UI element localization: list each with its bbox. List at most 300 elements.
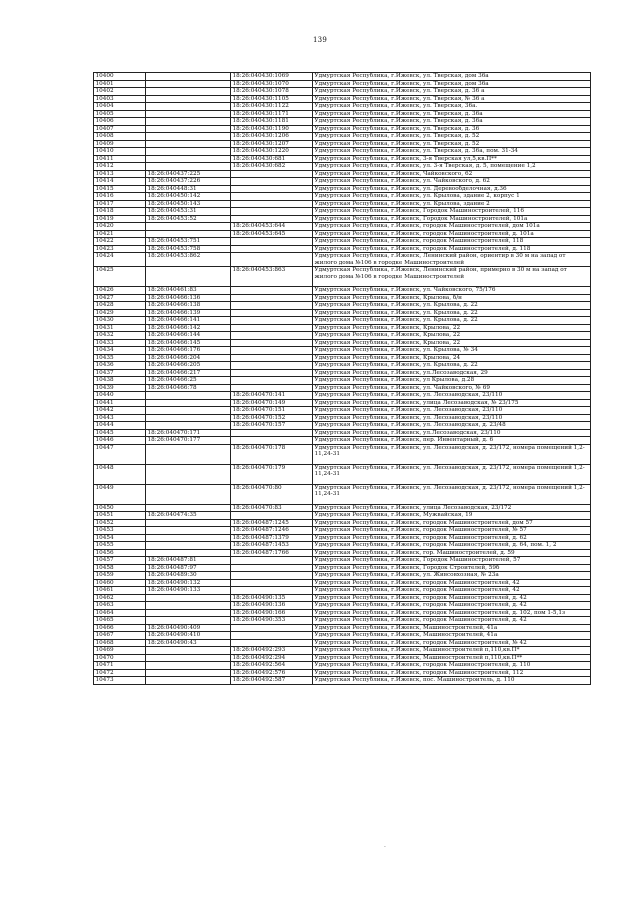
row-number-cell: 10408 — [94, 133, 146, 141]
row-number-cell: 10429 — [94, 309, 146, 317]
cadastral-number-cell — [146, 549, 231, 557]
cadastral-number-cell: 18:26:040487:81 — [146, 557, 231, 565]
cadastral-number-alt-cell — [231, 437, 313, 445]
cadastral-number-cell — [146, 519, 231, 527]
cadastral-number-cell: 18:26:040453:751 — [146, 238, 231, 246]
cadastral-number-cell — [146, 230, 231, 238]
cadastral-number-alt-cell — [231, 572, 313, 580]
cadastral-number-cell: 18:26:040466:78 — [146, 384, 231, 392]
cadastral-number-alt-cell: 18:26:040430:681 — [231, 155, 313, 163]
cadastral-number-cell — [146, 609, 231, 617]
cadastral-number-cell: 18:26:040453:758 — [146, 245, 231, 253]
row-number-cell: 10448 — [94, 464, 146, 484]
row-number-cell: 10444 — [94, 422, 146, 430]
cadastral-number-alt-cell: 18:26:040487:1379 — [231, 534, 313, 542]
row-number-cell: 10454 — [94, 534, 146, 542]
table-row — [94, 572, 591, 580]
cadastral-number-cell — [146, 534, 231, 542]
page-number: 139 — [313, 36, 327, 44]
cadastral-number-alt-cell: 18:26:040470:83 — [231, 504, 313, 512]
table-row — [94, 632, 591, 640]
row-number-cell: 10405 — [94, 110, 146, 118]
address-cell: Удмуртская Республика, г.Ижевск, ул. Тверская, д. 52 — [313, 140, 591, 148]
table-row — [94, 223, 591, 231]
cadastral-number-cell: 18:26:040466:205 — [146, 362, 231, 370]
table-row — [94, 377, 591, 385]
cadastral-number-cell: 18:26:040453:52 — [146, 215, 231, 223]
cadastral-number-alt-cell — [231, 624, 313, 632]
cadastral-number-alt-cell: 18:26:040430:1070 — [231, 80, 313, 88]
table-row — [94, 163, 591, 171]
address-cell: Удмуртская Республика, г.Ижевск, ул. Тверская, № 36 а — [313, 95, 591, 103]
cadastral-number-cell: 18:26:040453:862 — [146, 253, 231, 267]
row-number-cell: 10467 — [94, 632, 146, 640]
row-number-cell: 10422 — [94, 238, 146, 246]
row-number-cell: 10436 — [94, 362, 146, 370]
cadastral-number-cell — [146, 464, 231, 484]
cadastral-number-cell: 18:26:040489:30 — [146, 572, 231, 580]
cadastral-number-cell: 18:26:040448:31 — [146, 185, 231, 193]
address-cell: Удмуртская Республика, г.Ижевск, ул. Тверская, дом 36а — [313, 73, 591, 81]
address-cell: Удмуртская Республика, г.Ижевск, городок Машиностроителей, д. 110 — [313, 662, 591, 670]
address-cell: Удмуртская Республика, г.Ижевск, ул. Крылова, № 34 — [313, 347, 591, 355]
table-row — [94, 384, 591, 392]
cadastral-number-cell: 18:26:040466:217 — [146, 369, 231, 377]
row-number-cell: 10450 — [94, 504, 146, 512]
cadastral-number-cell — [146, 484, 231, 504]
address-cell: Удмуртская Республика, г.Ижевск, городок Машиностроителей, д. 42 — [313, 594, 591, 602]
cadastral-number-cell: 18:26:040437:225 — [146, 170, 231, 178]
row-number-cell: 10420 — [94, 223, 146, 231]
registry-table — [93, 72, 591, 685]
row-number-cell: 10411 — [94, 155, 146, 163]
row-number-cell: 10404 — [94, 103, 146, 111]
cadastral-number-alt-cell — [231, 253, 313, 267]
cadastral-number-alt-cell: 18:26:040470:178 — [231, 444, 313, 464]
row-number-cell: 10438 — [94, 377, 146, 385]
address-cell: Удмуртская Республика, г.Ижевск, ул. Крылова, д. 22 — [313, 317, 591, 325]
row-number-cell: 10412 — [94, 163, 146, 171]
cadastral-number-cell: 18:26:040470:177 — [146, 437, 231, 445]
row-number-cell: 10464 — [94, 609, 146, 617]
address-cell: Удмуртская Республика, г.Ижевск, городок Машиностроителей, 112 — [313, 669, 591, 677]
table-row — [94, 354, 591, 362]
table-row — [94, 208, 591, 216]
address-cell: Удмуртская Республика, г.Ижевск, ул. Чайковского, д. 62 — [313, 178, 591, 186]
cadastral-number-alt-cell — [231, 354, 313, 362]
cadastral-number-cell: 18:26:040487:97 — [146, 564, 231, 572]
address-cell: Удмуртская Республика, г.Ижевск, Городок Машиностроителей, 101а — [313, 215, 591, 223]
table-row — [94, 677, 591, 685]
cadastral-number-alt-cell — [231, 429, 313, 437]
table-row — [94, 133, 591, 141]
cadastral-number-alt-cell — [231, 587, 313, 595]
table-row — [94, 534, 591, 542]
cadastral-number-cell — [146, 444, 231, 464]
cadastral-number-cell — [146, 133, 231, 141]
cadastral-number-alt-cell: 18:26:040470:151 — [231, 407, 313, 415]
address-cell: Удмуртская Республика, г.Ижевск, ул. Лесозаводская, д. 23/172, номера помещений 1,2-11,24-31 — [313, 484, 591, 504]
table-row — [94, 324, 591, 332]
cadastral-number-cell: 18:26:040490:132 — [146, 579, 231, 587]
table-row — [94, 73, 591, 81]
address-cell: Удмуртская Республика, г.Ижевск, улица Лесозаводская, 23/172 — [313, 504, 591, 512]
cadastral-number-alt-cell: 18:26:040430:1181 — [231, 118, 313, 126]
cadastral-number-cell — [146, 669, 231, 677]
table-row — [94, 609, 591, 617]
row-number-cell: 10410 — [94, 148, 146, 156]
address-cell: Удмуртская Республика, г.Ижевск, городок Машиностроителей, 118 — [313, 238, 591, 246]
cadastral-number-cell — [146, 647, 231, 655]
row-number-cell: 10472 — [94, 669, 146, 677]
table-row — [94, 148, 591, 156]
address-cell: Удмуртская Республика, г.Ижевск, ул.Лесозаводская, 23/110 — [313, 429, 591, 437]
address-cell: Удмуртская Республика, г.Ижевск, ул. Тверская, д. 36а, пом. 31-34 — [313, 148, 591, 156]
cadastral-number-alt-cell — [231, 178, 313, 186]
table-row — [94, 602, 591, 610]
address-cell: Удмуртская Республика, г.Ижевск, городок Машиностроителей, д. 118 — [313, 245, 591, 253]
address-cell: Удмуртская Республика, г.Ижевск, Крылова, 22 — [313, 339, 591, 347]
table-row — [94, 287, 591, 295]
address-cell: Удмуртская Республика, г.Ижевск, ул. Чайковского, 75/176 — [313, 287, 591, 295]
row-number-cell: 10416 — [94, 193, 146, 201]
row-number-cell: 10441 — [94, 399, 146, 407]
row-number-cell: 10446 — [94, 437, 146, 445]
row-number-cell: 10466 — [94, 624, 146, 632]
table-row — [94, 95, 591, 103]
cadastral-number-alt-cell — [231, 557, 313, 565]
cadastral-number-cell — [146, 422, 231, 430]
table-row — [94, 110, 591, 118]
cadastral-number-cell — [146, 73, 231, 81]
row-number-cell: 10421 — [94, 230, 146, 238]
table-row — [94, 118, 591, 126]
table-row — [94, 414, 591, 422]
bottom-mark: . — [384, 842, 386, 849]
cadastral-number-alt-cell: 18:26:040470:179 — [231, 464, 313, 484]
address-cell: Удмуртская Республика, г.Ижевск, ул. Тверская, д. 36а — [313, 110, 591, 118]
cadastral-number-cell — [146, 88, 231, 96]
cadastral-number-alt-cell — [231, 193, 313, 201]
cadastral-number-cell: 18:26:040466:145 — [146, 339, 231, 347]
cadastral-number-cell: 18:26:040466:204 — [146, 354, 231, 362]
table-row — [94, 407, 591, 415]
table-row — [94, 557, 591, 565]
address-cell: Удмуртская Республика, г.Ижевск, Городок Машиностроителей, 57 — [313, 557, 591, 565]
cadastral-number-alt-cell: 18:26:040470:152 — [231, 414, 313, 422]
address-cell: Удмуртская Республика, г.Ижевск, ул. Крылова, д. 22 — [313, 309, 591, 317]
address-cell: Удмуртская Республика, г.Ижевск, Машиностроителей п,110,кв.П** — [313, 654, 591, 662]
cadastral-number-cell: 18:26:040466:176 — [146, 347, 231, 355]
address-cell: Удмуртская Республика, г.Ижевск, улица Лесозаводская, № 23/175 — [313, 399, 591, 407]
address-cell: Удмуртская Республика, г.Ижевск, ул. Крылова, д. 22 — [313, 362, 591, 370]
address-cell: Удмуртская Республика, г.Ижевск, городок Машиностроителей, д. 62 — [313, 534, 591, 542]
address-cell: Удмуртская Республика, г.Ижевск, ул. Тверская, д. 52 — [313, 133, 591, 141]
row-number-cell: 10407 — [94, 125, 146, 133]
address-cell: Удмуртская Республика, г.Ижевск, городок Машиностроителей, д. 64, пом. 1, 2 — [313, 542, 591, 550]
cadastral-number-cell — [146, 527, 231, 535]
cadastral-number-alt-cell: 18:26:040430:1069 — [231, 73, 313, 81]
table-row — [94, 245, 591, 253]
cadastral-number-cell — [146, 594, 231, 602]
row-number-cell: 10409 — [94, 140, 146, 148]
cadastral-number-cell — [146, 654, 231, 662]
address-cell: Удмуртская Республика, г.Ижевск, городок Машиностроителей, д. 42 — [313, 617, 591, 625]
cadastral-number-cell: 18:26:040466:138 — [146, 302, 231, 310]
address-cell: Удмуртская Республика, г.Ижевск, Крылова, б/н — [313, 294, 591, 302]
table-row — [94, 125, 591, 133]
row-number-cell: 10415 — [94, 185, 146, 193]
row-number-cell: 10401 — [94, 80, 146, 88]
cadastral-number-alt-cell: 18:26:040430:1122 — [231, 103, 313, 111]
row-number-cell: 10400 — [94, 73, 146, 81]
row-number-cell: 10460 — [94, 579, 146, 587]
cadastral-number-cell: 18:26:040466:136 — [146, 294, 231, 302]
table-row — [94, 527, 591, 535]
cadastral-number-cell — [146, 399, 231, 407]
table-row — [94, 617, 591, 625]
cadastral-number-alt-cell — [231, 564, 313, 572]
cadastral-number-alt-cell — [231, 339, 313, 347]
cadastral-number-cell: 18:26:040466:142 — [146, 324, 231, 332]
table-row — [94, 564, 591, 572]
cadastral-number-alt-cell: 18:26:040453:863 — [231, 267, 313, 287]
cadastral-number-cell — [146, 110, 231, 118]
table-row — [94, 140, 591, 148]
row-number-cell: 10443 — [94, 414, 146, 422]
cadastral-number-cell: 18:26:040466:141 — [146, 317, 231, 325]
cadastral-number-cell — [146, 542, 231, 550]
row-number-cell: 10451 — [94, 512, 146, 520]
cadastral-number-alt-cell: 18:26:040470:141 — [231, 392, 313, 400]
row-number-cell: 10419 — [94, 215, 146, 223]
row-number-cell: 10452 — [94, 519, 146, 527]
address-cell: Удмуртская Республика, г.Ижевск, Ленинский район, примерно в 30 м на запад от жилого дома №106 в городке Машиностроителей — [313, 267, 591, 287]
cadastral-number-cell: 18:26:040490:409 — [146, 624, 231, 632]
address-cell: Удмуртская Республика, г.Ижевск, гор. Машиностроителей, д. 59 — [313, 549, 591, 557]
table-row — [94, 88, 591, 96]
cadastral-number-cell: 18:26:040466:25 — [146, 377, 231, 385]
cadastral-number-alt-cell: 18:26:040490:353 — [231, 617, 313, 625]
cadastral-number-alt-cell: 18:26:040430:1190 — [231, 125, 313, 133]
table-row — [94, 422, 591, 430]
table-row — [94, 80, 591, 88]
cadastral-number-alt-cell — [231, 238, 313, 246]
address-cell: Удмуртская Республика, г.Ижевск, ул. Крылова, здание 2, корпус 1 — [313, 193, 591, 201]
row-number-cell: 10468 — [94, 639, 146, 647]
cadastral-number-alt-cell: 18:26:040492:587 — [231, 677, 313, 685]
row-number-cell: 10473 — [94, 677, 146, 685]
table-row — [94, 429, 591, 437]
cadastral-number-cell — [146, 148, 231, 156]
cadastral-number-cell: 18:26:040474:35 — [146, 512, 231, 520]
cadastral-number-cell — [146, 504, 231, 512]
row-number-cell: 10455 — [94, 542, 146, 550]
table-row — [94, 369, 591, 377]
address-cell: Удмуртская Республика, г.Ижевск, городок Машиностроителей, дом 101а — [313, 223, 591, 231]
row-number-cell: 10445 — [94, 429, 146, 437]
cadastral-number-alt-cell: 18:26:040430:1078 — [231, 88, 313, 96]
table-row — [94, 170, 591, 178]
cadastral-number-alt-cell: 18:26:040470:157 — [231, 422, 313, 430]
cadastral-number-cell: 18:26:040470:171 — [146, 429, 231, 437]
cadastral-number-cell — [146, 602, 231, 610]
table-row — [94, 464, 591, 484]
table-row — [94, 347, 591, 355]
cadastral-number-alt-cell: 18:26:040492:564 — [231, 662, 313, 670]
address-cell: Удмуртская Республика, г.Ижевск, ул. 3-я Тверская, д. 5, помещение 1,2 — [313, 163, 591, 171]
cadastral-number-alt-cell — [231, 208, 313, 216]
address-cell: Удмуртская Республика, г.Ижевск, Крылова, 22 — [313, 332, 591, 340]
cadastral-number-alt-cell — [231, 245, 313, 253]
row-number-cell: 10417 — [94, 200, 146, 208]
address-cell: Удмуртская Республика, г.Ижевск, ул Крылова, д.28 — [313, 377, 591, 385]
cadastral-number-alt-cell: 18:26:040490:135 — [231, 594, 313, 602]
table-row — [94, 317, 591, 325]
cadastral-number-cell — [146, 414, 231, 422]
row-number-cell: 10424 — [94, 253, 146, 267]
address-cell: Удмуртская Республика, г.Ижевск, городок Машиностроителей, д. 42 — [313, 602, 591, 610]
address-cell: Удмуртская Республика, г.Ижевск, Машиностроителей, 41а — [313, 624, 591, 632]
row-number-cell: 10402 — [94, 88, 146, 96]
table-row — [94, 654, 591, 662]
cadastral-number-alt-cell — [231, 512, 313, 520]
row-number-cell: 10430 — [94, 317, 146, 325]
table-row — [94, 362, 591, 370]
cadastral-number-alt-cell — [231, 170, 313, 178]
cadastral-number-cell — [146, 662, 231, 670]
address-cell: Удмуртская Республика, г.Ижевск, Ленинский район, ориентир в 30 м на запад от жилого дома №106 в городке Машиностроителей — [313, 253, 591, 267]
address-cell: Удмуртская Республика, г.Ижевск, Машиностроителей п,110,кв.П* — [313, 647, 591, 655]
table-row — [94, 519, 591, 527]
row-number-cell: 10458 — [94, 564, 146, 572]
row-number-cell: 10433 — [94, 339, 146, 347]
cadastral-number-alt-cell — [231, 287, 313, 295]
cadastral-number-alt-cell — [231, 347, 313, 355]
address-cell: Удмуртская Республика, г.Ижевск, городок Машиностроителей, д. 101а — [313, 230, 591, 238]
table-row — [94, 392, 591, 400]
row-number-cell: 10418 — [94, 208, 146, 216]
address-cell: Удмуртская Республика, г.Ижевск, ул. Лесозаводская, д. 23/172, номера помещений 1,2-11,24-31 — [313, 464, 591, 484]
table-row — [94, 294, 591, 302]
row-number-cell: 10431 — [94, 324, 146, 332]
cadastral-number-cell — [146, 125, 231, 133]
row-number-cell: 10462 — [94, 594, 146, 602]
row-number-cell: 10465 — [94, 617, 146, 625]
table-row — [94, 639, 591, 647]
address-cell: Удмуртская Республика, г.Ижевск, ул. Крылова, здание 2 — [313, 200, 591, 208]
cadastral-number-alt-cell — [231, 639, 313, 647]
table-row — [94, 437, 591, 445]
table-row — [94, 444, 591, 464]
cadastral-number-alt-cell — [231, 215, 313, 223]
cadastral-number-alt-cell — [231, 200, 313, 208]
cadastral-number-alt-cell — [231, 632, 313, 640]
row-number-cell: 10403 — [94, 95, 146, 103]
row-number-cell: 10432 — [94, 332, 146, 340]
table-row — [94, 200, 591, 208]
cadastral-number-alt-cell: 18:26:040430:1171 — [231, 110, 313, 118]
cadastral-number-alt-cell: 18:26:040430:682 — [231, 163, 313, 171]
table-row — [94, 662, 591, 670]
cadastral-number-alt-cell: 18:26:040487:1245 — [231, 519, 313, 527]
address-cell: Удмуртская Республика, г.Ижевск, ул. Живсовхозная, № 23а — [313, 572, 591, 580]
table-row — [94, 669, 591, 677]
cadastral-number-alt-cell: 18:26:040487:1246 — [231, 527, 313, 535]
cadastral-number-alt-cell: 18:26:040470:149 — [231, 399, 313, 407]
row-number-cell: 10437 — [94, 369, 146, 377]
address-cell: Удмуртская Республика, г.Ижевск, ул. Тверская, 36а. — [313, 103, 591, 111]
cadastral-number-alt-cell — [231, 332, 313, 340]
row-number-cell: 10449 — [94, 484, 146, 504]
row-number-cell: 10425 — [94, 267, 146, 287]
address-cell: Удмуртская Республика, г.Ижевск, ул. Тверская, д. 36 а — [313, 88, 591, 96]
cadastral-number-alt-cell: 18:26:040487:1453 — [231, 542, 313, 550]
cadastral-number-alt-cell: 18:26:040490:136 — [231, 602, 313, 610]
address-cell: Удмуртская Республика, г.Ижевск, городок Машиностроителей, дом 57 — [313, 519, 591, 527]
cadastral-number-alt-cell: 18:26:040430:1105 — [231, 95, 313, 103]
cadastral-number-alt-cell — [231, 369, 313, 377]
cadastral-number-cell: 18:26:040490:43 — [146, 639, 231, 647]
cadastral-number-cell — [146, 392, 231, 400]
table-row — [94, 332, 591, 340]
cadastral-number-alt-cell — [231, 362, 313, 370]
address-cell: Удмуртская Республика, г.Ижевск, городок Машиностроителей, № 42 — [313, 639, 591, 647]
table-row — [94, 185, 591, 193]
cadastral-number-alt-cell: 18:26:040492:293 — [231, 647, 313, 655]
table-row — [94, 587, 591, 595]
table-row — [94, 339, 591, 347]
row-number-cell: 10470 — [94, 654, 146, 662]
cadastral-number-cell: 18:26:040466:144 — [146, 332, 231, 340]
table-row — [94, 399, 591, 407]
cadastral-number-alt-cell: 18:26:040453:645 — [231, 230, 313, 238]
table-row — [94, 647, 591, 655]
address-cell: Удмуртская Республика, г.Ижевск, городок Машиностроителей, № 57 — [313, 527, 591, 535]
cadastral-number-alt-cell: 18:26:040492:576 — [231, 669, 313, 677]
table-row — [94, 155, 591, 163]
cadastral-number-cell — [146, 118, 231, 126]
row-number-cell: 10406 — [94, 118, 146, 126]
table-row — [94, 193, 591, 201]
row-number-cell: 10427 — [94, 294, 146, 302]
row-number-cell: 10434 — [94, 347, 146, 355]
cadastral-number-cell: 18:26:040490:133 — [146, 587, 231, 595]
row-number-cell: 10423 — [94, 245, 146, 253]
table-row — [94, 238, 591, 246]
address-cell: Удмуртская Республика, г.Ижевск, Городок Машиностроителей, 116 — [313, 208, 591, 216]
cadastral-number-alt-cell — [231, 579, 313, 587]
cadastral-number-cell: 18:26:040461:83 — [146, 287, 231, 295]
row-number-cell: 10453 — [94, 527, 146, 535]
cadastral-number-cell: 18:26:040490:410 — [146, 632, 231, 640]
registry-body — [94, 73, 591, 685]
cadastral-number-cell — [146, 155, 231, 163]
cadastral-number-alt-cell: 18:26:040490:166 — [231, 609, 313, 617]
table-row — [94, 103, 591, 111]
address-cell: Удмуртская Республика, г.Ижевск, городок Машиностроителей, 42 — [313, 587, 591, 595]
row-number-cell: 10456 — [94, 549, 146, 557]
cadastral-number-cell: 18:26:040466:139 — [146, 309, 231, 317]
address-cell: Удмуртская Республика, г.Ижевск, ул.Лесозаводская, 29 — [313, 369, 591, 377]
table-row — [94, 484, 591, 504]
cadastral-number-alt-cell: 18:26:040430:1220 — [231, 148, 313, 156]
cadastral-number-alt-cell: 18:26:040430:1206 — [231, 133, 313, 141]
address-cell: Удмуртская Республика, г.Ижевск, Чайковского, 62 — [313, 170, 591, 178]
cadastral-number-alt-cell — [231, 302, 313, 310]
table-row — [94, 624, 591, 632]
row-number-cell: 10461 — [94, 587, 146, 595]
